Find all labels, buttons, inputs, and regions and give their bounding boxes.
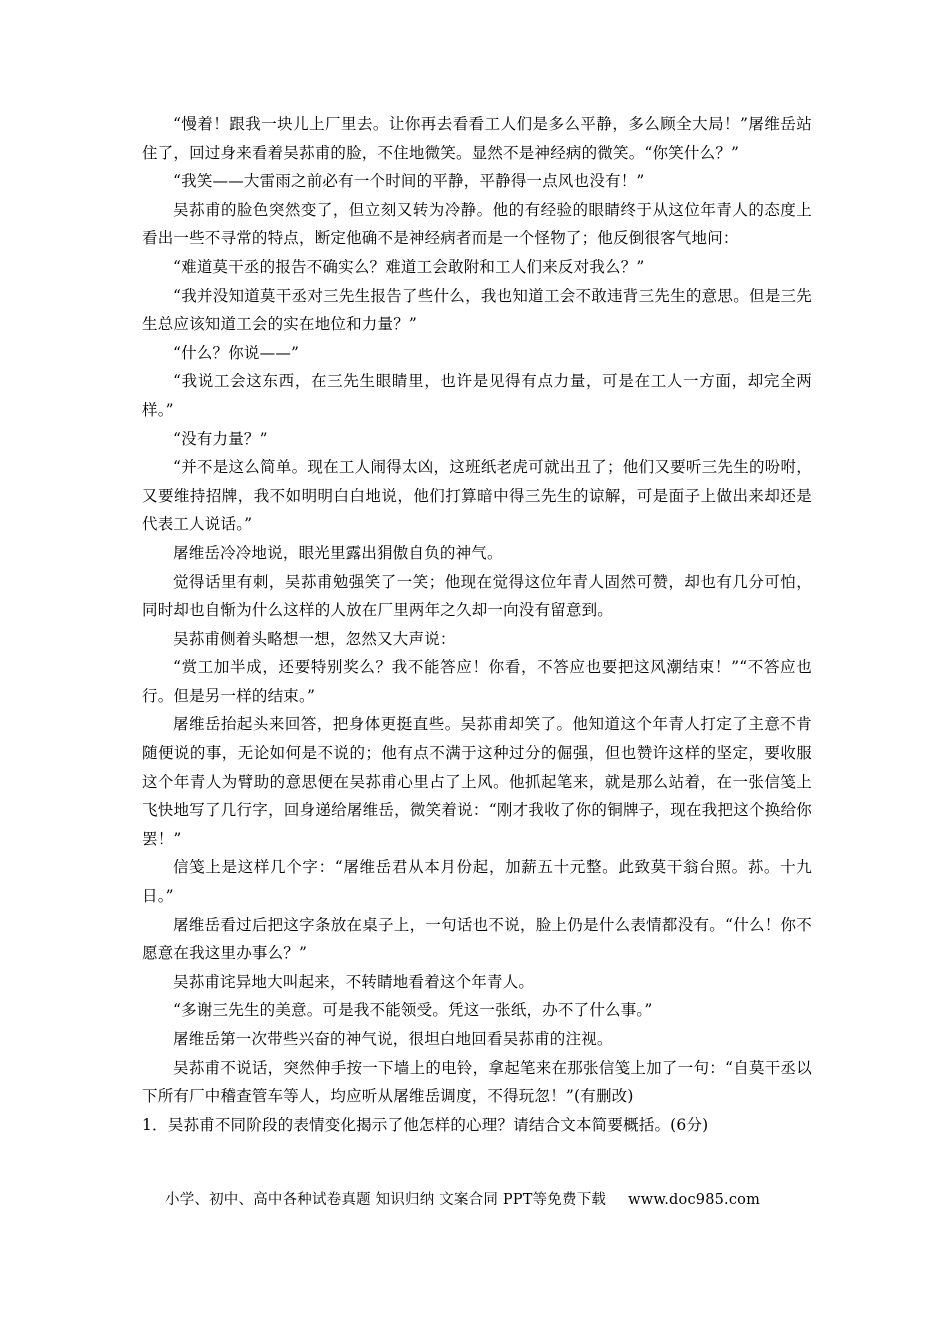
paragraph-9: “并不是这么简单。现在工人闹得太凶，这班纸老虎可就出丑了；他们又要听三先生的吩咐，又要维持招牌，我不如明明白白地说，他们打算暗中得三先生的谅解，可是面子上做出来却还是代表工人说话。” (142, 458, 812, 534)
paragraph-20: 吴荪甫不说话，突然伸手按一下墙上的电铃，拿起笔来在那张信笺上加了一句：“自莫干丞以下所有厂中稽查管车等人，均应听从屠维岳调度，不得玩忽！”(有删改) (142, 1058, 812, 1106)
paragraph-11: 觉得话里有刺，吴荪甫勉强笑了一笑；他现在觉得这位年青人固然可赞，却也有几分可怕，同时却也自惭为什么这样的人放在厂里两年之久却一向没有留意到。 (142, 572, 812, 620)
paragraph-5: “我并没知道莫干丞对三先生报告了些什么，我也知道工会不敢违背三先生的意思。但是三先生总应该知道工会的实在地位和力量？” (142, 286, 812, 334)
paragraph-18: “多谢三先生的美意。可是我不能领受。凭这一张纸，办不了什么事。” (173, 1001, 653, 1020)
document-body (142, 110, 812, 1139)
paragraph-10: 屠维岳冷冷地说，眼光里露出狷傲自负的神气。 (173, 543, 503, 562)
paragraph-15: 信笺上是这样几个字：“屠维岳君从本月份起，加薪五十元整。此致莫干翁台照。荪。十九日。” (142, 858, 812, 906)
page-footer (165, 1189, 805, 1211)
paragraph-14: 屠维岳抬起头来回答，把身体更挺直些。吴荪甫却笑了。他知道这个年青人打定了主意不肯随便说的事，无论如何是不说的；他有点不满于这种过分的倔强，但也赞许这样的坚定，要收服这个年青人为臂助的意思便在吴荪甫心里占了上风。他抓起笔来，就是那么站着，在一张信笺上飞快地写了几行字，回身递给屠维岳，微笑着说：“刚才我收了你的铜牌子，现在我把这个换给你罢！” (142, 715, 812, 848)
paragraph-13: “赏工加半成，还要特别奖么？我不能答应！你看，不答应也要把这风潮结束！”“不答应也行。但是另一样的结束。” (142, 658, 812, 705)
paragraph-3: 吴荪甫的脸色突然变了，但立刻又转为冷静。他的有经验的眼睛终于从这位年青人的态度上看出一些不寻常的特点，断定他确不是神经病者而是一个怪物了；他反倒很客气地问： (142, 200, 812, 248)
question-1: 1．吴荪甫不同阶段的表情变化揭示了他怎样的心理？请结合文本简要概括。(6分) (142, 1115, 709, 1134)
paragraph-16: 屠维岳看过后把这字条放在桌子上，一句话也不说，脸上仍是什么表情都没有。“什么！你不愿意在我这里办事么？” (142, 915, 812, 963)
footer-site-link[interactable]: www.doc985.com (628, 1192, 761, 1208)
paragraph-17: 吴荪甫诧异地大叫起来，不转睛地看着这个年青人。 (173, 972, 535, 991)
paragraph-7: “我说工会这东西，在三先生眼睛里，也许是见得有点力量，可是在工人一方面，却完全两样。” (142, 372, 812, 419)
paragraph-19: 屠维岳第一次带些兴奋的神气说，很坦白地回看吴荪甫的注视。 (173, 1030, 613, 1048)
paragraph-1: “慢着！跟我一块儿上厂里去。让你再去看看工人们是多么平静，多么顾全大局！”屠维岳站住了，回过身来看着吴荪甫的脸，不住地微笑。显然不是神经病的微笑。“你笑什么？” (142, 115, 812, 162)
paragraph-8: “没有力量？” (173, 429, 268, 448)
paragraph-6: “什么？你说——” (173, 343, 300, 362)
footer-text: 小学、初中、高中各种试卷真题 知识归纳 文案合同 PPT等免费下载 (165, 1192, 607, 1208)
paragraph-12: 吴荪甫侧着头略想一想，忽然又大声说： (173, 629, 456, 648)
paragraph-2: “我笑——大雷雨之前必有一个时间的平静，平静得一点风也没有！” (173, 172, 645, 191)
paragraph-4: “难道莫干丞的报告不确实么？难道工会敢附和工人们来反对我么？” (173, 257, 645, 276)
